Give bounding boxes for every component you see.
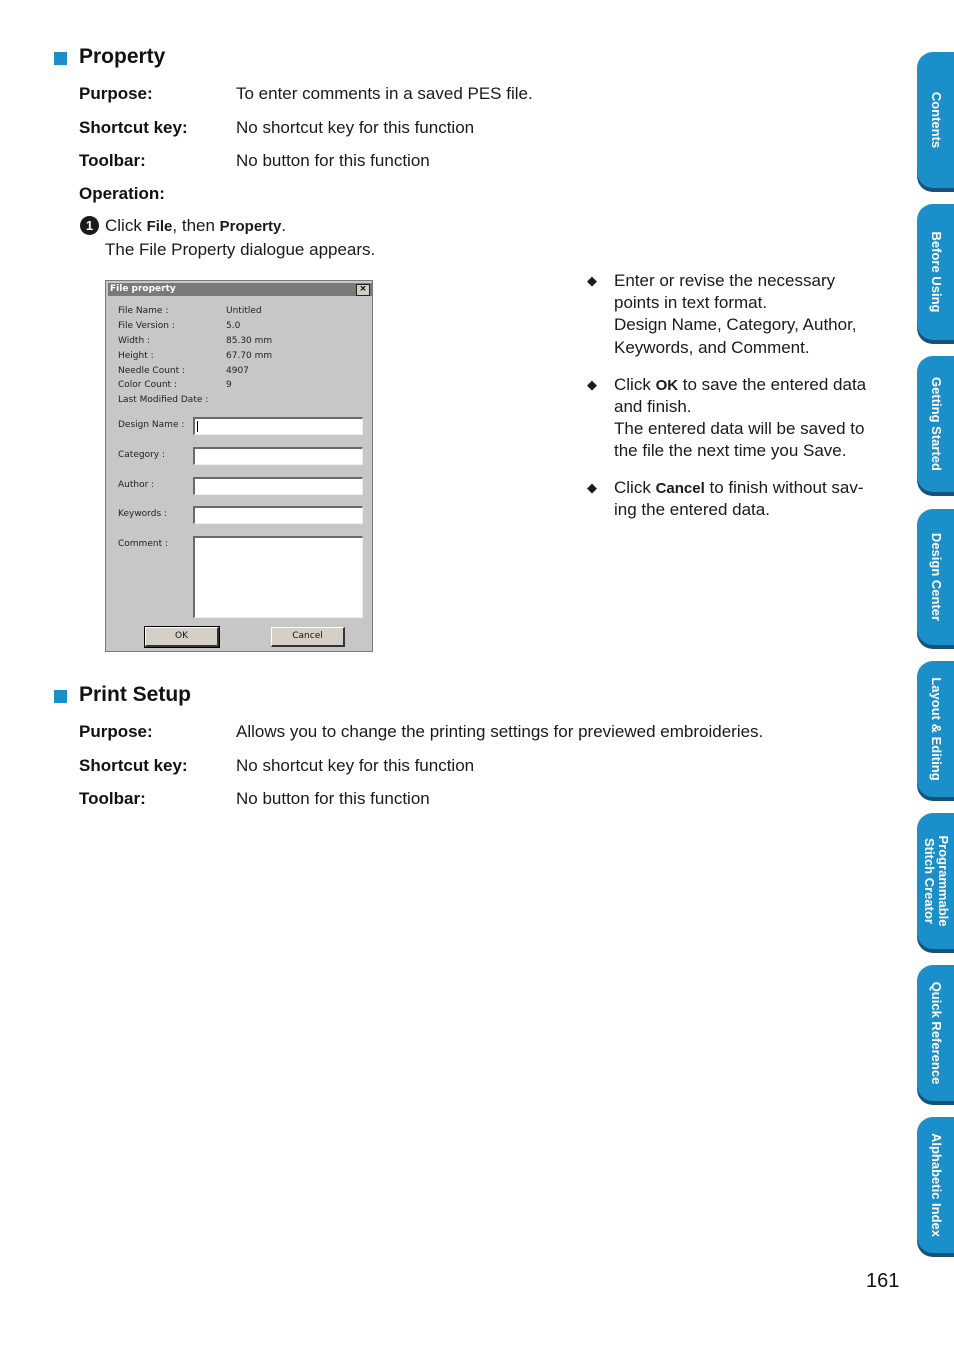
print-shortcut-value: No shortcut key for this function bbox=[236, 756, 475, 775]
design-name-label: Design Name : bbox=[118, 420, 185, 430]
print-purpose-label: Purpose: bbox=[79, 722, 153, 741]
note-2-ok-text: OK bbox=[655, 377, 679, 394]
author-label: Author : bbox=[118, 480, 155, 490]
diamond-bullet-icon: ◆ bbox=[587, 377, 597, 392]
note-2-line-2: and finish. bbox=[614, 397, 692, 416]
color-count-label: Color Count : bbox=[118, 380, 177, 390]
cancel-button[interactable]: Cancel bbox=[271, 627, 345, 647]
note-2-rest-text: to save the entered data bbox=[678, 375, 867, 394]
toolbar-value: No button for this function bbox=[236, 151, 430, 170]
step1-instruction bbox=[105, 215, 286, 238]
step1-file-text: File bbox=[146, 218, 173, 235]
ok-button[interactable]: OK bbox=[145, 627, 219, 647]
tab-contents-label: Contents bbox=[928, 91, 944, 149]
note-3-click-text: Click bbox=[614, 478, 656, 497]
dialog-title: File property bbox=[110, 284, 176, 294]
tab-layout-editing-label: Layout & Editing bbox=[928, 677, 944, 781]
property-heading: Property bbox=[79, 45, 166, 68]
file-name-value: Untitled bbox=[226, 306, 262, 316]
shortcut-value: No shortcut key for this function bbox=[236, 118, 475, 137]
step1-period: . bbox=[281, 216, 287, 235]
step1-property-text: Property bbox=[219, 218, 282, 235]
purpose-value: To enter comments in a saved PES file. bbox=[236, 84, 533, 103]
author-field[interactable] bbox=[193, 477, 363, 495]
file-property-dialog bbox=[105, 280, 373, 652]
note-1-line-1: Enter or revise the necessary bbox=[614, 271, 836, 290]
keywords-field[interactable] bbox=[193, 506, 363, 524]
shortcut-label: Shortcut key: bbox=[79, 118, 188, 137]
diamond-bullet-icon: ◆ bbox=[587, 480, 597, 495]
note-1-line-3: Design Name, Category, Author, bbox=[614, 315, 857, 334]
section-marker-icon bbox=[54, 52, 67, 65]
toolbar-label: Toolbar: bbox=[79, 151, 146, 170]
note-3-line-1 bbox=[614, 477, 864, 500]
step1-click-text: Click bbox=[105, 216, 147, 235]
note-2-line-1 bbox=[614, 374, 866, 397]
operation-label: Operation: bbox=[79, 184, 165, 203]
tab-design-center-label: Design Center bbox=[928, 532, 944, 622]
tab-layout-editing[interactable] bbox=[917, 661, 954, 797]
diamond-bullet-icon: ◆ bbox=[587, 273, 597, 288]
tab-alphabetic-index-label: Alphabetic Index bbox=[928, 1132, 944, 1238]
height-value: 67.70 mm bbox=[226, 351, 273, 361]
note-2-line-3: The entered data will be saved to bbox=[614, 419, 865, 438]
tab-getting-started[interactable] bbox=[917, 356, 954, 492]
keywords-label: Keywords : bbox=[118, 509, 168, 519]
page-number: 161 bbox=[866, 1270, 900, 1292]
print-toolbar-value: No button for this function bbox=[236, 789, 430, 808]
last-modified-label: Last Modified Date : bbox=[118, 395, 209, 405]
height-label: Height : bbox=[118, 351, 154, 361]
print-purpose-value: Allows you to change the printing settings for previewed embroideries. bbox=[236, 722, 764, 741]
tab-before-using[interactable] bbox=[917, 204, 954, 340]
note-1-line-4: Keywords, and Comment. bbox=[614, 338, 810, 357]
tab-quick-reference-label: Quick Reference bbox=[928, 981, 944, 1085]
note-2-line-4: the file the next time you Save. bbox=[614, 441, 847, 460]
step1-result: The File Property dialogue appears. bbox=[105, 240, 376, 259]
tab-alphabetic-index[interactable] bbox=[917, 1117, 954, 1253]
tab-before-using-label: Before Using bbox=[928, 231, 944, 313]
file-version-label: File Version : bbox=[118, 321, 175, 331]
width-label: Width : bbox=[118, 336, 151, 346]
tab-quick-reference[interactable] bbox=[917, 965, 954, 1101]
step1-then-text: , then bbox=[172, 216, 220, 235]
tab-programmable-line-1: Programmable bbox=[935, 835, 951, 927]
print-toolbar-label: Toolbar: bbox=[79, 789, 146, 808]
file-version-value: 5.0 bbox=[226, 321, 241, 331]
comment-field[interactable] bbox=[193, 536, 363, 618]
note-3-line-2: ing the entered data. bbox=[614, 500, 770, 519]
close-icon[interactable]: × bbox=[356, 284, 370, 296]
note-3-cancel-text: Cancel bbox=[655, 480, 705, 497]
purpose-label: Purpose: bbox=[79, 84, 153, 103]
step-number-icon: 1 bbox=[80, 216, 99, 235]
tab-programmable-line-2: Stitch Creator bbox=[921, 838, 937, 924]
tab-design-center[interactable] bbox=[917, 509, 954, 645]
print-setup-heading: Print Setup bbox=[79, 683, 192, 706]
text-caret bbox=[197, 421, 198, 432]
design-name-field[interactable] bbox=[193, 417, 363, 435]
category-label: Category : bbox=[118, 450, 166, 460]
section-marker-icon bbox=[54, 690, 67, 703]
color-count-value: 9 bbox=[226, 380, 232, 390]
tab-contents[interactable] bbox=[917, 52, 954, 188]
dialog-title-bar bbox=[108, 283, 372, 296]
note-3-rest-text: to finish without sav- bbox=[704, 478, 864, 497]
needle-count-value: 4907 bbox=[226, 366, 249, 376]
needle-count-label: Needle Count : bbox=[118, 366, 186, 376]
tab-programmable-stitch-creator[interactable] bbox=[917, 813, 954, 949]
print-shortcut-label: Shortcut key: bbox=[79, 756, 188, 775]
width-value: 85.30 mm bbox=[226, 336, 273, 346]
tab-getting-started-label: Getting Started bbox=[928, 377, 944, 471]
note-2-click-text: Click bbox=[614, 375, 656, 394]
tab-programmable-label bbox=[922, 835, 950, 926]
file-name-label: File Name : bbox=[118, 306, 169, 316]
category-field[interactable] bbox=[193, 447, 363, 465]
note-1-line-2: points in text format. bbox=[614, 293, 768, 312]
comment-label: Comment : bbox=[118, 539, 168, 549]
